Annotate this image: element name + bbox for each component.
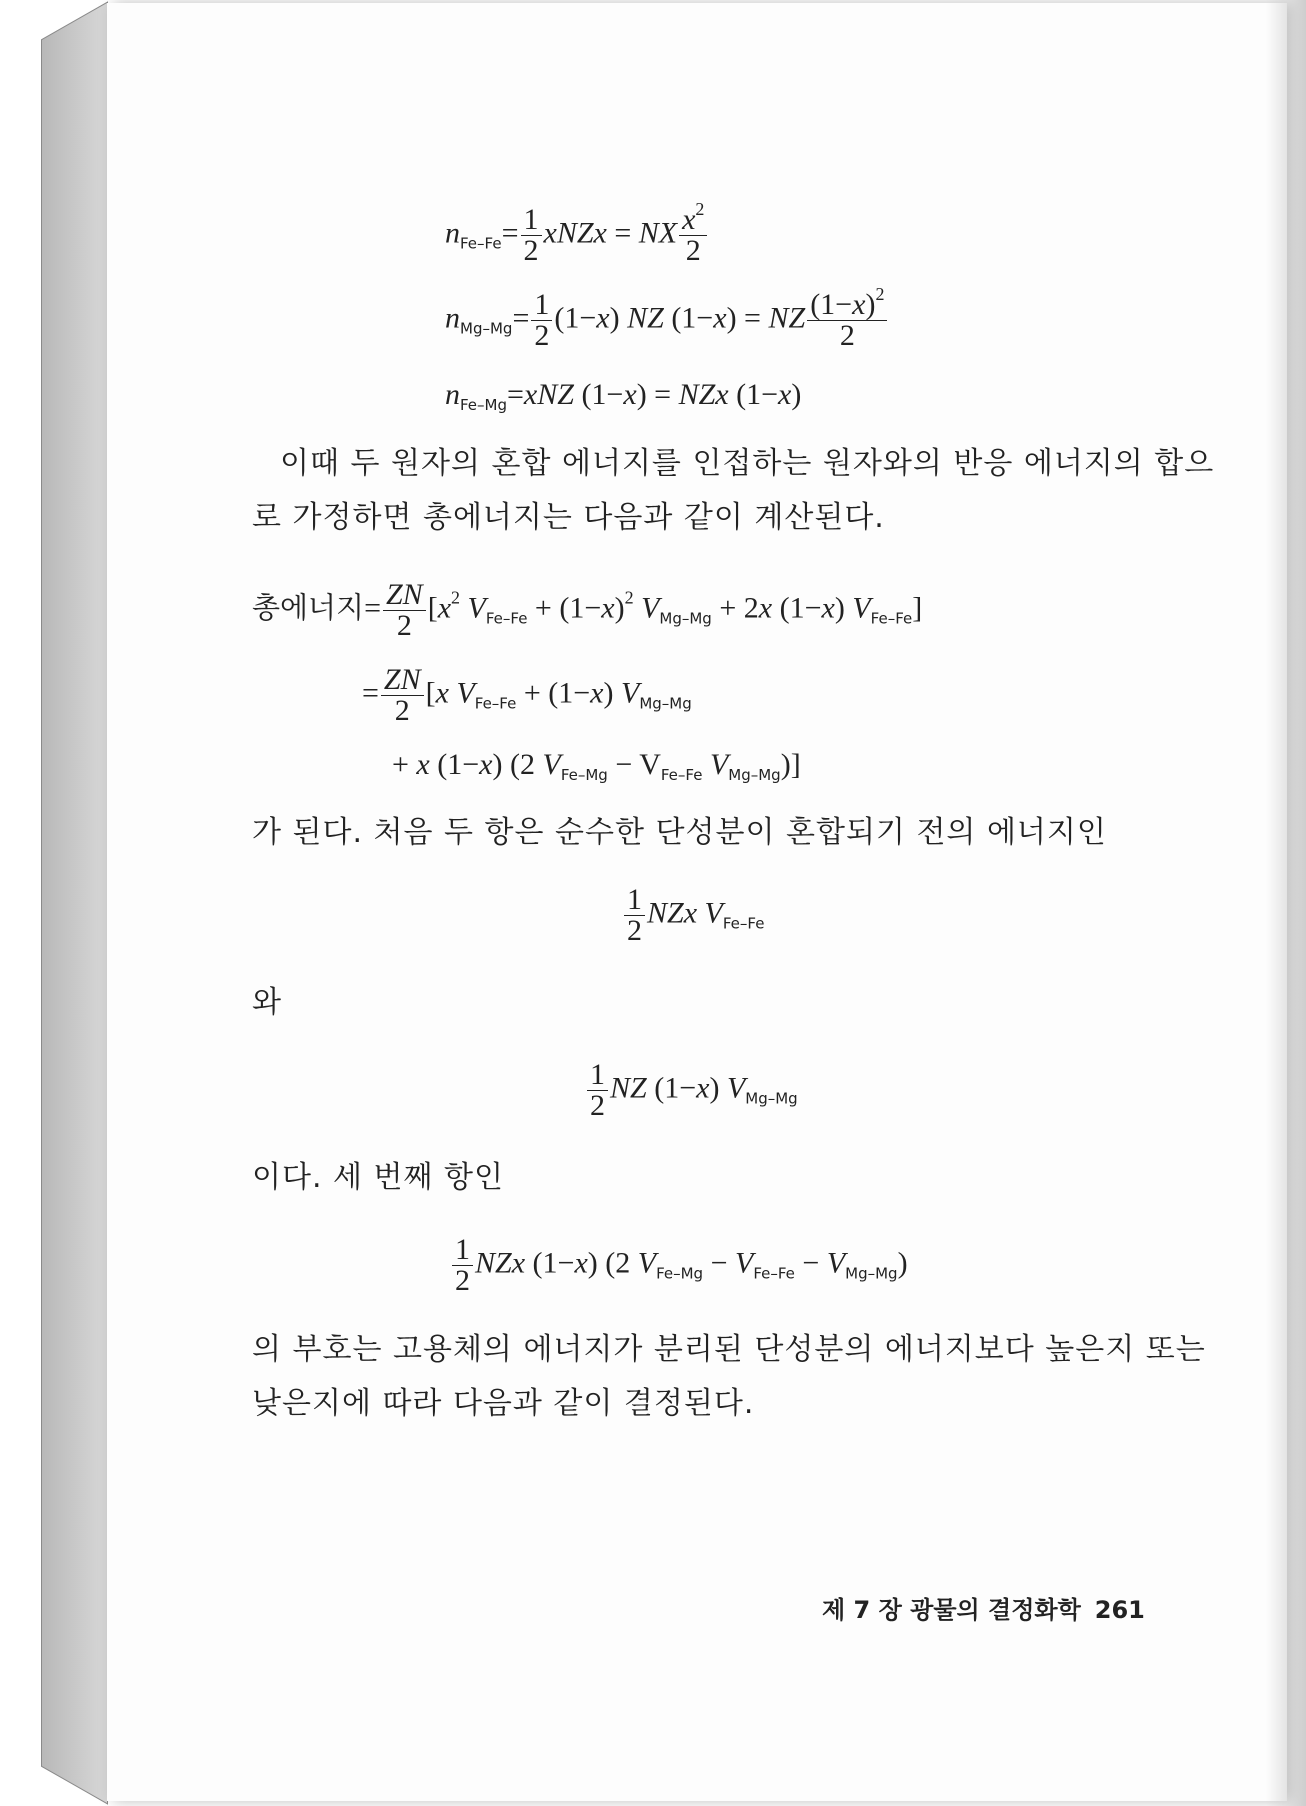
paragraph-line: 이다. 세 번째 항인 [252,1160,505,1195]
page-edge-shadow [1266,0,1306,1806]
paragraph-line: 로 가정하면 총에너지는 다음과 같이 계산된다. [252,500,885,535]
equation-fe-fe-energy: $\frac{1}{2}$ NZx $V_{Fe-Fe}$ [622,885,764,946]
equation-total-energy: 총에너지= $\frac{ZN}{2}$ [$x^2$ $V_{Fe-Fe} + (1-x)^2$ $V_{Mg-Mg} + 2x$ (1−x) $V_{Fe-Fe}$] [252,578,923,642]
equation-total-energy-line3: + x (1−x) (2 $V_{Fe-Mg} - V_{Fe-Fe}$ $V_{Mg-Mg}$)] [392,748,801,784]
chapter-title: 제 7 장 광물의 결정화학 [822,1596,1081,1624]
equation-total-energy-line2: = $\frac{ZN}{2}$ [x $V_{Fe-Fe} + (1-x)$ $V_{Mg-Mg}$ [362,663,692,727]
paragraph-line: 의 부호는 고용체의 에너지가 분리된 단성분의 에너지보다 높은지 또는 [252,1332,1206,1367]
paragraph-line: 와 [252,985,282,1020]
equation-n-fe-mg: $n_{Fe-Mg}=xNZ$ (1−x) = NZx (1−x) [445,378,802,414]
equation-third-term: $\frac{1}{2}$ NZx (1−x) (2 $V_{Fe-Mg} - V_{Fe-Fe} - V_{Mg-Mg}$) [450,1235,908,1296]
page-footer [822,1590,1145,1625]
paragraph-line: 낮은지에 따라 다음과 같이 결정된다. [252,1386,755,1421]
equation-n-mg-mg: $n_{Mg-Mg}=$ $\frac{1}{2}$ (1−x) NZ (1−x) = NZ $\frac{(1-x)^2}{2}$ [445,290,889,351]
equation-mg-mg-energy: $\frac{1}{2}$ NZ (1−x) $V_{Mg-Mg}$ [585,1060,798,1121]
page-number: 261 [1094,1596,1145,1624]
total-energy-label: 총에너지 [252,590,365,625]
paragraph-line: 가 된다. 처음 두 항은 순수한 단성분이 혼합되기 전의 에너지인 [252,815,1107,850]
paragraph-line: 이때 두 원자의 혼합 에너지를 인접하는 원자와의 반응 에너지의 합으 [280,446,1215,481]
equation-n-fe-fe: $n_{Fe-Fe}=$ $\frac{1}{2}$ xNZx = NX $\frac{x^2}{2}$ [445,205,709,266]
